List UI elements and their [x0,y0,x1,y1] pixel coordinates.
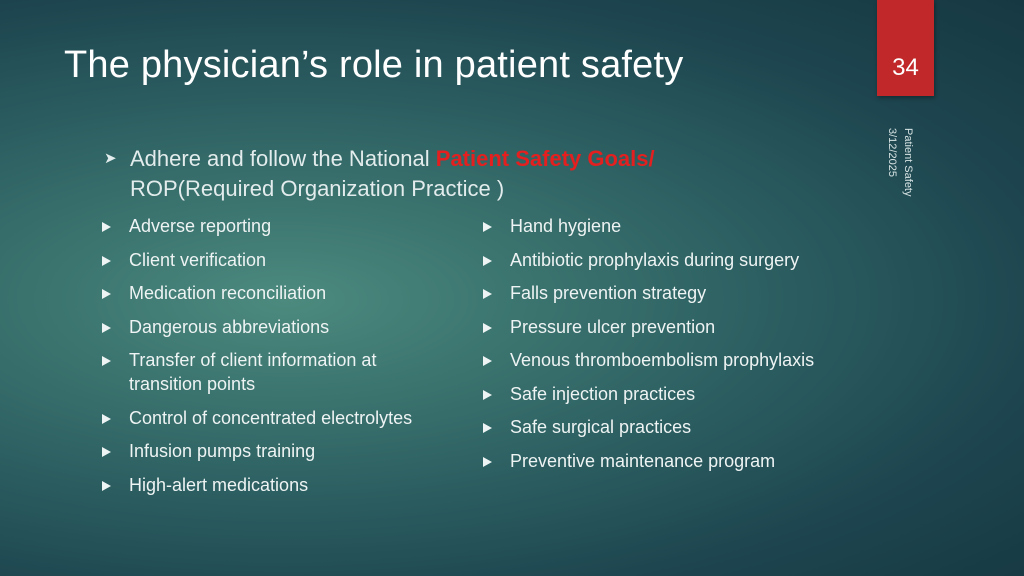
left-bullet-list [102,214,442,506]
list-item-text: Client verification [129,249,267,270]
list-item-text: Transfer of client information at transition points [129,350,377,394]
list-item-text: Medication reconciliation [129,283,327,303]
list-item-text: Safe injection practices [510,383,696,404]
list-item-text: Safe surgical practices [510,417,692,437]
main-bullet-highlight: Patient Safety Goals/ [435,146,655,171]
triangle-bullet-icon [483,289,492,299]
side-footer [884,128,924,228]
triangle-bullet-icon [102,323,111,333]
list-item-text: Adverse reporting [129,216,272,236]
triangle-bullet-icon [102,289,111,299]
footer-date: 3/12/2025 [886,128,898,177]
footer-label: Patient Safety [902,128,914,197]
triangle-bullet-icon [483,256,492,266]
triangle-bullet-icon [102,356,111,366]
list-item-text: Antibiotic prophylaxis during surgery [510,249,800,270]
list-item [483,415,863,439]
list-item [102,315,442,339]
triangle-bullet-icon [483,390,492,400]
list-item [483,281,863,305]
list-item-text: Dangerous abbreviations [129,316,330,337]
main-bullet [104,144,844,204]
list-item [102,214,442,238]
triangle-bullet-icon [483,323,492,333]
right-bullet-list [483,214,863,482]
list-item-text: Hand hygiene [510,216,622,236]
list-item-text: Infusion pumps training [129,441,316,461]
list-item [483,382,863,406]
list-item [102,406,442,430]
page-number-tab [877,0,934,96]
list-item [483,248,863,272]
slide-title: The physician’s role in patient safety [64,44,684,86]
list-item [102,348,442,396]
triangle-bullet-icon [483,423,492,433]
list-item-text: Control of concentrated electrolytes [129,407,413,428]
list-item-text: Falls prevention strategy [510,283,707,303]
triangle-bullet-icon [102,414,111,424]
list-item-text: Venous thromboembolism prophylaxis [510,350,815,370]
list-item-text: High-alert medications [129,474,309,495]
list-item [102,439,442,463]
triangle-bullet-icon [483,222,492,232]
list-item [483,348,863,372]
list-item-text: Pressure ulcer prevention [510,316,716,337]
main-bullet-suffix: ROP(Required Organization Practice ) [130,176,505,201]
triangle-bullet-icon [102,256,111,266]
triangle-bullet-icon [483,356,492,366]
page-number: 34 [892,54,919,81]
list-item [483,449,863,473]
list-item [102,248,442,272]
main-bullet-text [130,144,844,204]
main-bullet-prefix: Adhere and follow the National [130,146,436,171]
triangle-bullet-icon [102,447,111,457]
list-item [483,214,863,238]
list-item [102,281,442,305]
arrow-bullet-icon: ➤ [104,150,117,167]
triangle-bullet-icon [102,222,111,232]
triangle-bullet-icon [102,481,111,491]
triangle-bullet-icon [483,457,492,467]
list-item-text: Preventive maintenance program [510,450,776,471]
list-item [483,315,863,339]
list-item [102,473,442,497]
